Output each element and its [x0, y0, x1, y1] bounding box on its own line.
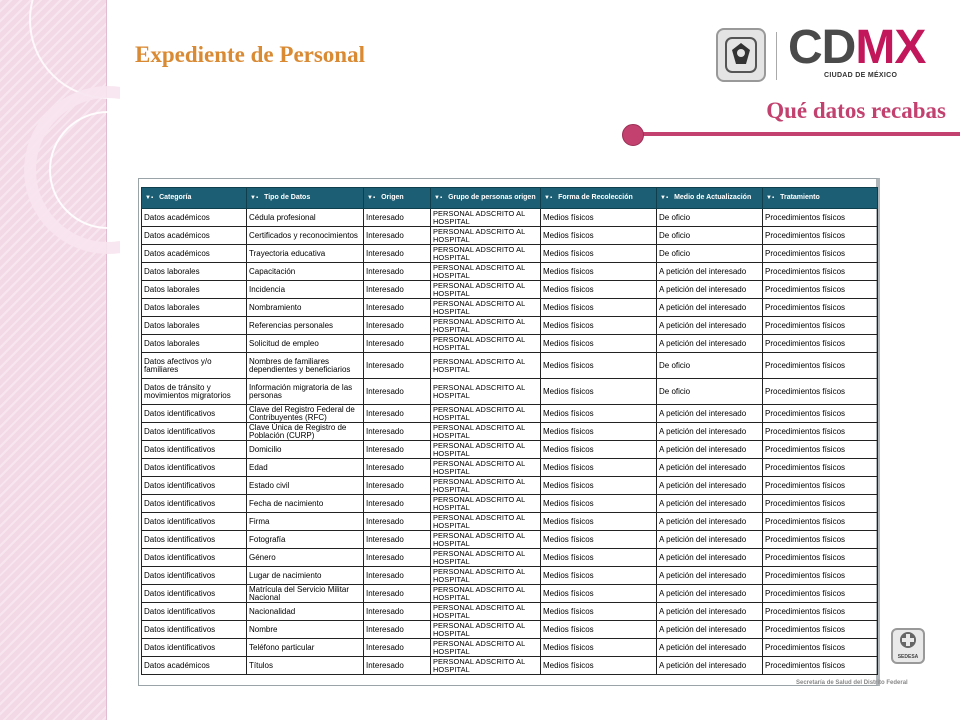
table-cell: Interesado — [364, 317, 431, 335]
table-cell: Medios físicos — [541, 621, 657, 639]
cdmx-logo — [716, 21, 936, 88]
table-row — [142, 263, 878, 281]
table-row — [142, 549, 878, 567]
table-cell: Medios físicos — [541, 405, 657, 423]
sort-icon: ▼▪ — [434, 195, 443, 201]
table-cell: Interesado — [364, 353, 431, 379]
table-row — [142, 299, 878, 317]
table-row — [142, 245, 878, 263]
table-cell: Datos académicos — [142, 227, 247, 245]
table-cell: A petición del interesado — [657, 495, 763, 513]
table-cell: A petición del interesado — [657, 549, 763, 567]
sort-icon: ▼▪ — [367, 195, 376, 201]
table-cell: PERSONAL ADSCRITO AL HOSPITAL — [431, 335, 541, 353]
table-cell: Procedimientos físicos — [763, 263, 878, 281]
table-cell: Nombres de familiares dependientes y beneficiarios — [247, 353, 364, 379]
table-cell: Datos académicos — [142, 209, 247, 227]
page-title: Expediente de Personal — [135, 42, 365, 67]
table-cell: Interesado — [364, 423, 431, 441]
table-cell: Interesado — [364, 477, 431, 495]
column-header[interactable] — [431, 188, 541, 209]
city-name: CIUDAD DE MÉXICO — [824, 72, 898, 79]
table-cell: Firma — [247, 513, 364, 531]
table-row — [142, 281, 878, 299]
table-cell: Medios físicos — [541, 263, 657, 281]
table-cell: PERSONAL ADSCRITO AL HOSPITAL — [431, 423, 541, 441]
table-row — [142, 603, 878, 621]
table-cell: PERSONAL ADSCRITO AL HOSPITAL — [431, 459, 541, 477]
table-cell: A petición del interesado — [657, 405, 763, 423]
table-row — [142, 441, 878, 459]
table-cell: Medios físicos — [541, 441, 657, 459]
table-cell: Edad — [247, 459, 364, 477]
table-cell: Datos laborales — [142, 263, 247, 281]
table-cell: Datos identificativos — [142, 459, 247, 477]
table-cell: Incidencia — [247, 281, 364, 299]
table-cell: Procedimientos físicos — [763, 603, 878, 621]
table-row — [142, 209, 878, 227]
table-cell: Procedimientos físicos — [763, 495, 878, 513]
sort-icon: ▼▪ — [660, 195, 669, 201]
table-cell: PERSONAL ADSCRITO AL HOSPITAL — [431, 513, 541, 531]
table-cell: Interesado — [364, 513, 431, 531]
table-cell: Datos identificativos — [142, 603, 247, 621]
table-cell: Interesado — [364, 603, 431, 621]
table-cell: Matrícula del Servicio Militar Nacional — [247, 585, 364, 603]
table-cell: Interesado — [364, 531, 431, 549]
table-cell: Procedimientos físicos — [763, 585, 878, 603]
table-row — [142, 405, 878, 423]
table-cell: PERSONAL ADSCRITO AL HOSPITAL — [431, 227, 541, 245]
personal-data-table — [141, 187, 878, 675]
cdmx-wordmark — [788, 21, 926, 74]
table-cell: PERSONAL ADSCRITO AL HOSPITAL — [431, 549, 541, 567]
table-cell: Medios físicos — [541, 245, 657, 263]
table-cell: PERSONAL ADSCRITO AL HOSPITAL — [431, 639, 541, 657]
table-cell: Medios físicos — [541, 299, 657, 317]
table-cell: Procedimientos físicos — [763, 245, 878, 263]
table-cell: Datos identificativos — [142, 621, 247, 639]
table-cell: Medios físicos — [541, 227, 657, 245]
table-cell: Procedimientos físicos — [763, 317, 878, 335]
column-header[interactable] — [247, 188, 364, 209]
table-cell: Datos identificativos — [142, 531, 247, 549]
table-cell: Datos identificativos — [142, 585, 247, 603]
table-row — [142, 423, 878, 441]
table-cell: Datos afectivos y/o familiares — [142, 353, 247, 379]
table-cell: Procedimientos físicos — [763, 379, 878, 405]
column-header[interactable] — [657, 188, 763, 209]
data-table-frame — [138, 178, 880, 686]
table-cell: Medios físicos — [541, 639, 657, 657]
table-cell: Medios físicos — [541, 459, 657, 477]
table-cell: A petición del interesado — [657, 441, 763, 459]
table-cell: Interesado — [364, 209, 431, 227]
table-cell: Datos identificativos — [142, 441, 247, 459]
column-header[interactable] — [541, 188, 657, 209]
table-cell: Procedimientos físicos — [763, 335, 878, 353]
table-row — [142, 459, 878, 477]
table-cell: Procedimientos físicos — [763, 209, 878, 227]
table-header-row — [142, 188, 878, 209]
table-cell: Procedimientos físicos — [763, 299, 878, 317]
table-cell: Datos identificativos — [142, 513, 247, 531]
table-cell: PERSONAL ADSCRITO AL HOSPITAL — [431, 603, 541, 621]
table-cell: Nacionalidad — [247, 603, 364, 621]
table-cell: Datos identificativos — [142, 405, 247, 423]
table-cell: De oficio — [657, 353, 763, 379]
table-cell: Clave del Registro Federal de Contribuyentes (RFC) — [247, 405, 364, 423]
table-cell: Capacitación — [247, 263, 364, 281]
table-cell: Clave Única de Registro de Población (CURP) — [247, 423, 364, 441]
table-cell: A petición del interesado — [657, 603, 763, 621]
table-cell: Interesado — [364, 263, 431, 281]
table-cell: PERSONAL ADSCRITO AL HOSPITAL — [431, 245, 541, 263]
table-cell: Medios físicos — [541, 423, 657, 441]
table-cell: Datos académicos — [142, 657, 247, 675]
table-cell: Medios físicos — [541, 513, 657, 531]
table-cell: Interesado — [364, 459, 431, 477]
table-cell: Datos identificativos — [142, 549, 247, 567]
column-header-label: Medio de Actualización — [674, 194, 752, 201]
table-cell: PERSONAL ADSCRITO AL HOSPITAL — [431, 353, 541, 379]
table-cell: A petición del interesado — [657, 567, 763, 585]
table-cell: Interesado — [364, 549, 431, 567]
table-cell: Interesado — [364, 227, 431, 245]
table-cell: Nombre — [247, 621, 364, 639]
table-cell: Procedimientos físicos — [763, 227, 878, 245]
table-cell: Medios físicos — [541, 531, 657, 549]
table-cell: Interesado — [364, 585, 431, 603]
column-header[interactable] — [364, 188, 431, 209]
table-cell: A petición del interesado — [657, 477, 763, 495]
table-cell: PERSONAL ADSCRITO AL HOSPITAL — [431, 477, 541, 495]
table-row — [142, 477, 878, 495]
table-cell: A petición del interesado — [657, 459, 763, 477]
table-cell: Estado civil — [247, 477, 364, 495]
table-cell: A petición del interesado — [657, 423, 763, 441]
table-cell: Datos identificativos — [142, 477, 247, 495]
table-cell: De oficio — [657, 245, 763, 263]
table-row — [142, 567, 878, 585]
table-cell: De oficio — [657, 379, 763, 405]
table-cell: Medios físicos — [541, 477, 657, 495]
column-header-label: Grupo de personas origen — [448, 194, 536, 201]
table-cell: Procedimientos físicos — [763, 441, 878, 459]
column-header-label: Tratamiento — [780, 194, 820, 201]
cdmx-wordmark-mx: MX — [855, 21, 926, 74]
logo-separator — [776, 32, 777, 80]
table-cell: Solicitud de empleo — [247, 335, 364, 353]
table-cell: Medios físicos — [541, 495, 657, 513]
table-cell: PERSONAL ADSCRITO AL HOSPITAL — [431, 405, 541, 423]
table-cell: Datos identificativos — [142, 495, 247, 513]
table-row — [142, 639, 878, 657]
table-row — [142, 585, 878, 603]
table-cell: Interesado — [364, 299, 431, 317]
table-cell: Medios físicos — [541, 603, 657, 621]
table-cell: A petición del interesado — [657, 639, 763, 657]
table-cell: Lugar de nacimiento — [247, 567, 364, 585]
table-cell: Teléfono particular — [247, 639, 364, 657]
table-cell: PERSONAL ADSCRITO AL HOSPITAL — [431, 567, 541, 585]
underline-dot — [622, 124, 644, 146]
table-cell: PERSONAL ADSCRITO AL HOSPITAL — [431, 263, 541, 281]
table-cell: Procedimientos físicos — [763, 549, 878, 567]
table-cell: Medios físicos — [541, 567, 657, 585]
table-row — [142, 531, 878, 549]
table-cell: Procedimientos físicos — [763, 459, 878, 477]
table-cell: Procedimientos físicos — [763, 657, 878, 675]
table-cell: Medios físicos — [541, 585, 657, 603]
table-cell: Cédula profesional — [247, 209, 364, 227]
table-cell: Fecha de nacimiento — [247, 495, 364, 513]
table-cell: A petición del interesado — [657, 585, 763, 603]
section-subtitle: Qué datos recabas — [766, 98, 946, 123]
table-cell: Medios físicos — [541, 335, 657, 353]
table-cell: Medios físicos — [541, 317, 657, 335]
table-cell: Certificados y reconocimientos — [247, 227, 364, 245]
table-cell: A petición del interesado — [657, 317, 763, 335]
table-cell: Medios físicos — [541, 209, 657, 227]
table-cell: PERSONAL ADSCRITO AL HOSPITAL — [431, 585, 541, 603]
table-cell: De oficio — [657, 209, 763, 227]
table-cell: Domicilio — [247, 441, 364, 459]
table-cell: PERSONAL ADSCRITO AL HOSPITAL — [431, 657, 541, 675]
table-cell: Títulos — [247, 657, 364, 675]
table-row — [142, 227, 878, 245]
table-row — [142, 379, 878, 405]
table-cell: Datos identificativos — [142, 423, 247, 441]
table-cell: Medios físicos — [541, 549, 657, 567]
table-cell: Procedimientos físicos — [763, 405, 878, 423]
table-cell: Procedimientos físicos — [763, 621, 878, 639]
sort-icon: ▼▪ — [544, 195, 553, 201]
table-cell: Datos laborales — [142, 335, 247, 353]
table-cell: Interesado — [364, 245, 431, 263]
table-cell: A petición del interesado — [657, 513, 763, 531]
table-cell: Medios físicos — [541, 657, 657, 675]
table-cell: A petición del interesado — [657, 281, 763, 299]
table-cell: Interesado — [364, 567, 431, 585]
table-cell: A petición del interesado — [657, 621, 763, 639]
subtitle-underline — [622, 124, 960, 146]
sort-icon: ▼▪ — [766, 195, 775, 201]
table-cell: PERSONAL ADSCRITO AL HOSPITAL — [431, 209, 541, 227]
column-header-label: Categoría — [159, 194, 192, 201]
table-cell: A petición del interesado — [657, 299, 763, 317]
table-cell: A petición del interesado — [657, 335, 763, 353]
table-cell: Procedimientos físicos — [763, 281, 878, 299]
table-row — [142, 513, 878, 531]
table-cell: Fotografía — [247, 531, 364, 549]
column-header[interactable] — [142, 188, 247, 209]
table-row — [142, 621, 878, 639]
table-cell: Interesado — [364, 639, 431, 657]
table-cell: Procedimientos físicos — [763, 567, 878, 585]
column-header[interactable] — [763, 188, 878, 209]
table-cell: Género — [247, 549, 364, 567]
table-cell: Medios físicos — [541, 379, 657, 405]
table-cell: PERSONAL ADSCRITO AL HOSPITAL — [431, 531, 541, 549]
column-header-label: Forma de Recolección — [558, 194, 633, 201]
table-cell: PERSONAL ADSCRITO AL HOSPITAL — [431, 495, 541, 513]
table-cell: Interesado — [364, 657, 431, 675]
table-row — [142, 495, 878, 513]
table-cell: Datos laborales — [142, 299, 247, 317]
column-header-label: Origen — [381, 194, 404, 201]
table-cell: Datos laborales — [142, 281, 247, 299]
table-cell: Interesado — [364, 495, 431, 513]
table-cell: Nombramiento — [247, 299, 364, 317]
table-cell: Datos identificativos — [142, 567, 247, 585]
table-cell: Referencias personales — [247, 317, 364, 335]
sedesa-label: SEDESA — [897, 654, 919, 660]
sort-icon: ▼▪ — [145, 195, 154, 201]
table-cell: Interesado — [364, 335, 431, 353]
table-cell: Datos identificativos — [142, 639, 247, 657]
table-row — [142, 353, 878, 379]
table-cell: PERSONAL ADSCRITO AL HOSPITAL — [431, 441, 541, 459]
government-seal-icon — [716, 28, 766, 82]
table-cell: De oficio — [657, 227, 763, 245]
table-cell: Datos académicos — [142, 245, 247, 263]
table-cell: Medios físicos — [541, 281, 657, 299]
footer-agency-name: Secretaría de Salud del Distrito Federal — [796, 680, 908, 686]
table-cell: Procedimientos físicos — [763, 423, 878, 441]
cdmx-wordmark-cd: CD — [788, 21, 856, 74]
table-row — [142, 335, 878, 353]
underline-bar — [632, 132, 960, 136]
table-cell: Interesado — [364, 405, 431, 423]
table-cell: Interesado — [364, 379, 431, 405]
table-cell: PERSONAL ADSCRITO AL HOSPITAL — [431, 299, 541, 317]
table-cell: PERSONAL ADSCRITO AL HOSPITAL — [431, 281, 541, 299]
table-cell: Procedimientos físicos — [763, 531, 878, 549]
column-header-label: Tipo de Datos — [264, 194, 311, 201]
table-cell: A petición del interesado — [657, 657, 763, 675]
decorative-arc — [0, 0, 120, 720]
table-cell: A petición del interesado — [657, 263, 763, 281]
table-cell: PERSONAL ADSCRITO AL HOSPITAL — [431, 317, 541, 335]
table-cell: Procedimientos físicos — [763, 353, 878, 379]
table-cell: A petición del interesado — [657, 531, 763, 549]
table-cell: Interesado — [364, 441, 431, 459]
table-cell: PERSONAL ADSCRITO AL HOSPITAL — [431, 379, 541, 405]
table-cell: Medios físicos — [541, 353, 657, 379]
table-cell: Trayectoria educativa — [247, 245, 364, 263]
table-cell: PERSONAL ADSCRITO AL HOSPITAL — [431, 621, 541, 639]
table-cell: Procedimientos físicos — [763, 477, 878, 495]
table-cell: Procedimientos físicos — [763, 513, 878, 531]
table-cell: Interesado — [364, 281, 431, 299]
table-cell: Información migratoria de las personas — [247, 379, 364, 405]
table-cell: Procedimientos físicos — [763, 639, 878, 657]
sort-icon: ▼▪ — [250, 195, 259, 201]
table-cell: Interesado — [364, 621, 431, 639]
table-row — [142, 657, 878, 675]
table-cell: Datos laborales — [142, 317, 247, 335]
table-row — [142, 317, 878, 335]
table-cell: Datos de tránsito y movimientos migratorios — [142, 379, 247, 405]
